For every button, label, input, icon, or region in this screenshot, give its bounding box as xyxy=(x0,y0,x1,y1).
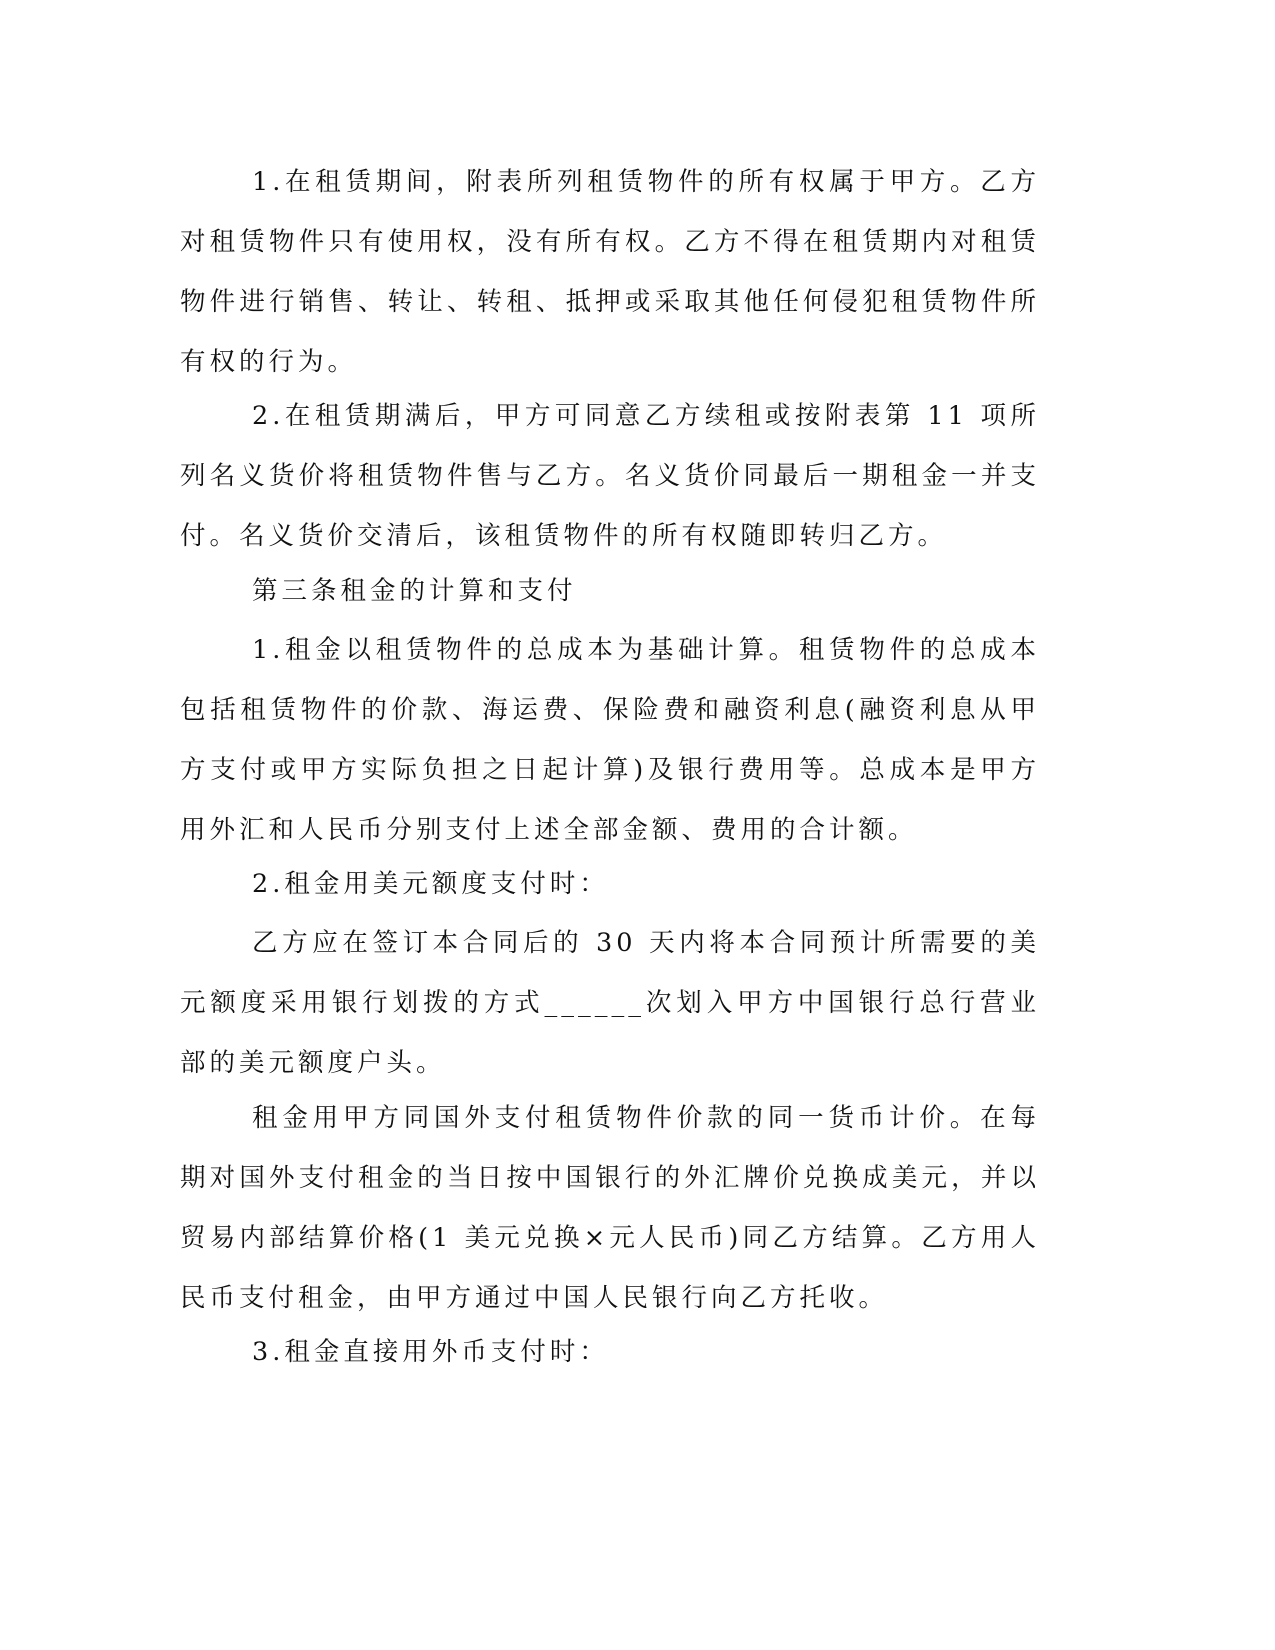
paragraph-usd-quota-transfer: 乙方应在签订本合同后的 30 天内将本合同预计所需要的美元额度采用银行划拨的方式______次划入甲方中国银行总行营业部的美元额度户头。 xyxy=(180,928,1040,1078)
paragraph-ownership-during-lease: 1.在租赁期间，附表所列租赁物件的所有权属于甲方。乙方对租赁物件只有使用权，没有所有权。乙方不得在租赁期内对租赁物件进行销售、转让、转租、抵押或采取其他任何侵犯租赁物件所有权的行为。 xyxy=(180,167,1040,377)
section-heading-rent: 第三条租金的计算和支付 xyxy=(252,576,577,606)
paragraph-foreign-currency-heading: 3.租金直接用外币支付时： xyxy=(252,1337,609,1367)
paragraph-rent-calculation: 1.租金以租赁物件的总成本为基础计算。租赁物件的总成本包括租赁物件的价款、海运费、保险费和融资利息(融资利息从甲方支付或甲方实际负担之日起计算)及银行费用等。总成本是甲方用外汇和人民币分别支付上述全部金额、费用的合计额。 xyxy=(180,635,1040,845)
paragraph-end-of-lease: 2.在租赁期满后，甲方可同意乙方续租或按附表第 11 项所列名义货价将租赁物件售与乙方。名义货价同最后一期租金一并支付。名义货价交清后，该租赁物件的所有权随即转归乙方。 xyxy=(180,401,1040,551)
paragraph-rent-currency: 租金用甲方同国外支付租赁物件价款的同一货币计价。在每期对国外支付租金的当日按中国银行的外汇牌价兑换成美元，并以贸易内部结算价格(1 美元兑换×元人民币)同乙方结算。乙方用人民币支付租金，由甲方通过中国人民银行向乙方托收。 xyxy=(180,1103,1040,1313)
paragraph-usd-quota-heading: 2.租金用美元额度支付时： xyxy=(252,869,609,899)
